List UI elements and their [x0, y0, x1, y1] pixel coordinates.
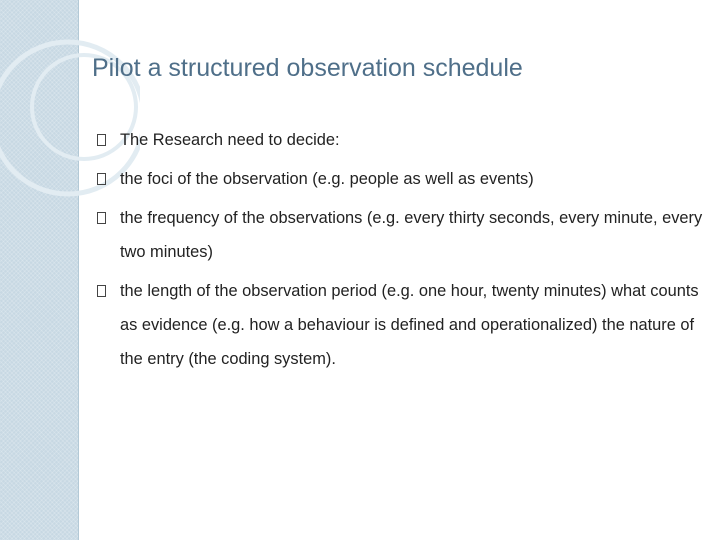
- square-bullet-icon: [97, 285, 106, 297]
- bullet-text: the frequency of the observations (e.g. every thirty seconds, every minute, every two minutes): [120, 209, 703, 261]
- square-bullet-icon: [97, 173, 106, 185]
- bullet-item: [97, 274, 712, 376]
- bullet-text: the length of the observation period (e.g. one hour, twenty minutes) what counts as evidence (e.g. how a behaviour is defined and operationalized) the nature of the entry (the coding system).: [120, 282, 699, 368]
- square-bullet-icon: [97, 134, 106, 146]
- slide-title: Pilot a structured observation schedule: [92, 54, 523, 82]
- bullet-item: [97, 201, 712, 269]
- square-bullet-icon: [97, 212, 106, 224]
- bullet-text: the foci of the observation (e.g. people as well as events): [120, 170, 534, 188]
- bullet-item: [97, 123, 712, 157]
- bullet-text: The Research need to decide:: [120, 131, 340, 149]
- bullet-item: [97, 162, 712, 196]
- bullet-list: [97, 123, 712, 376]
